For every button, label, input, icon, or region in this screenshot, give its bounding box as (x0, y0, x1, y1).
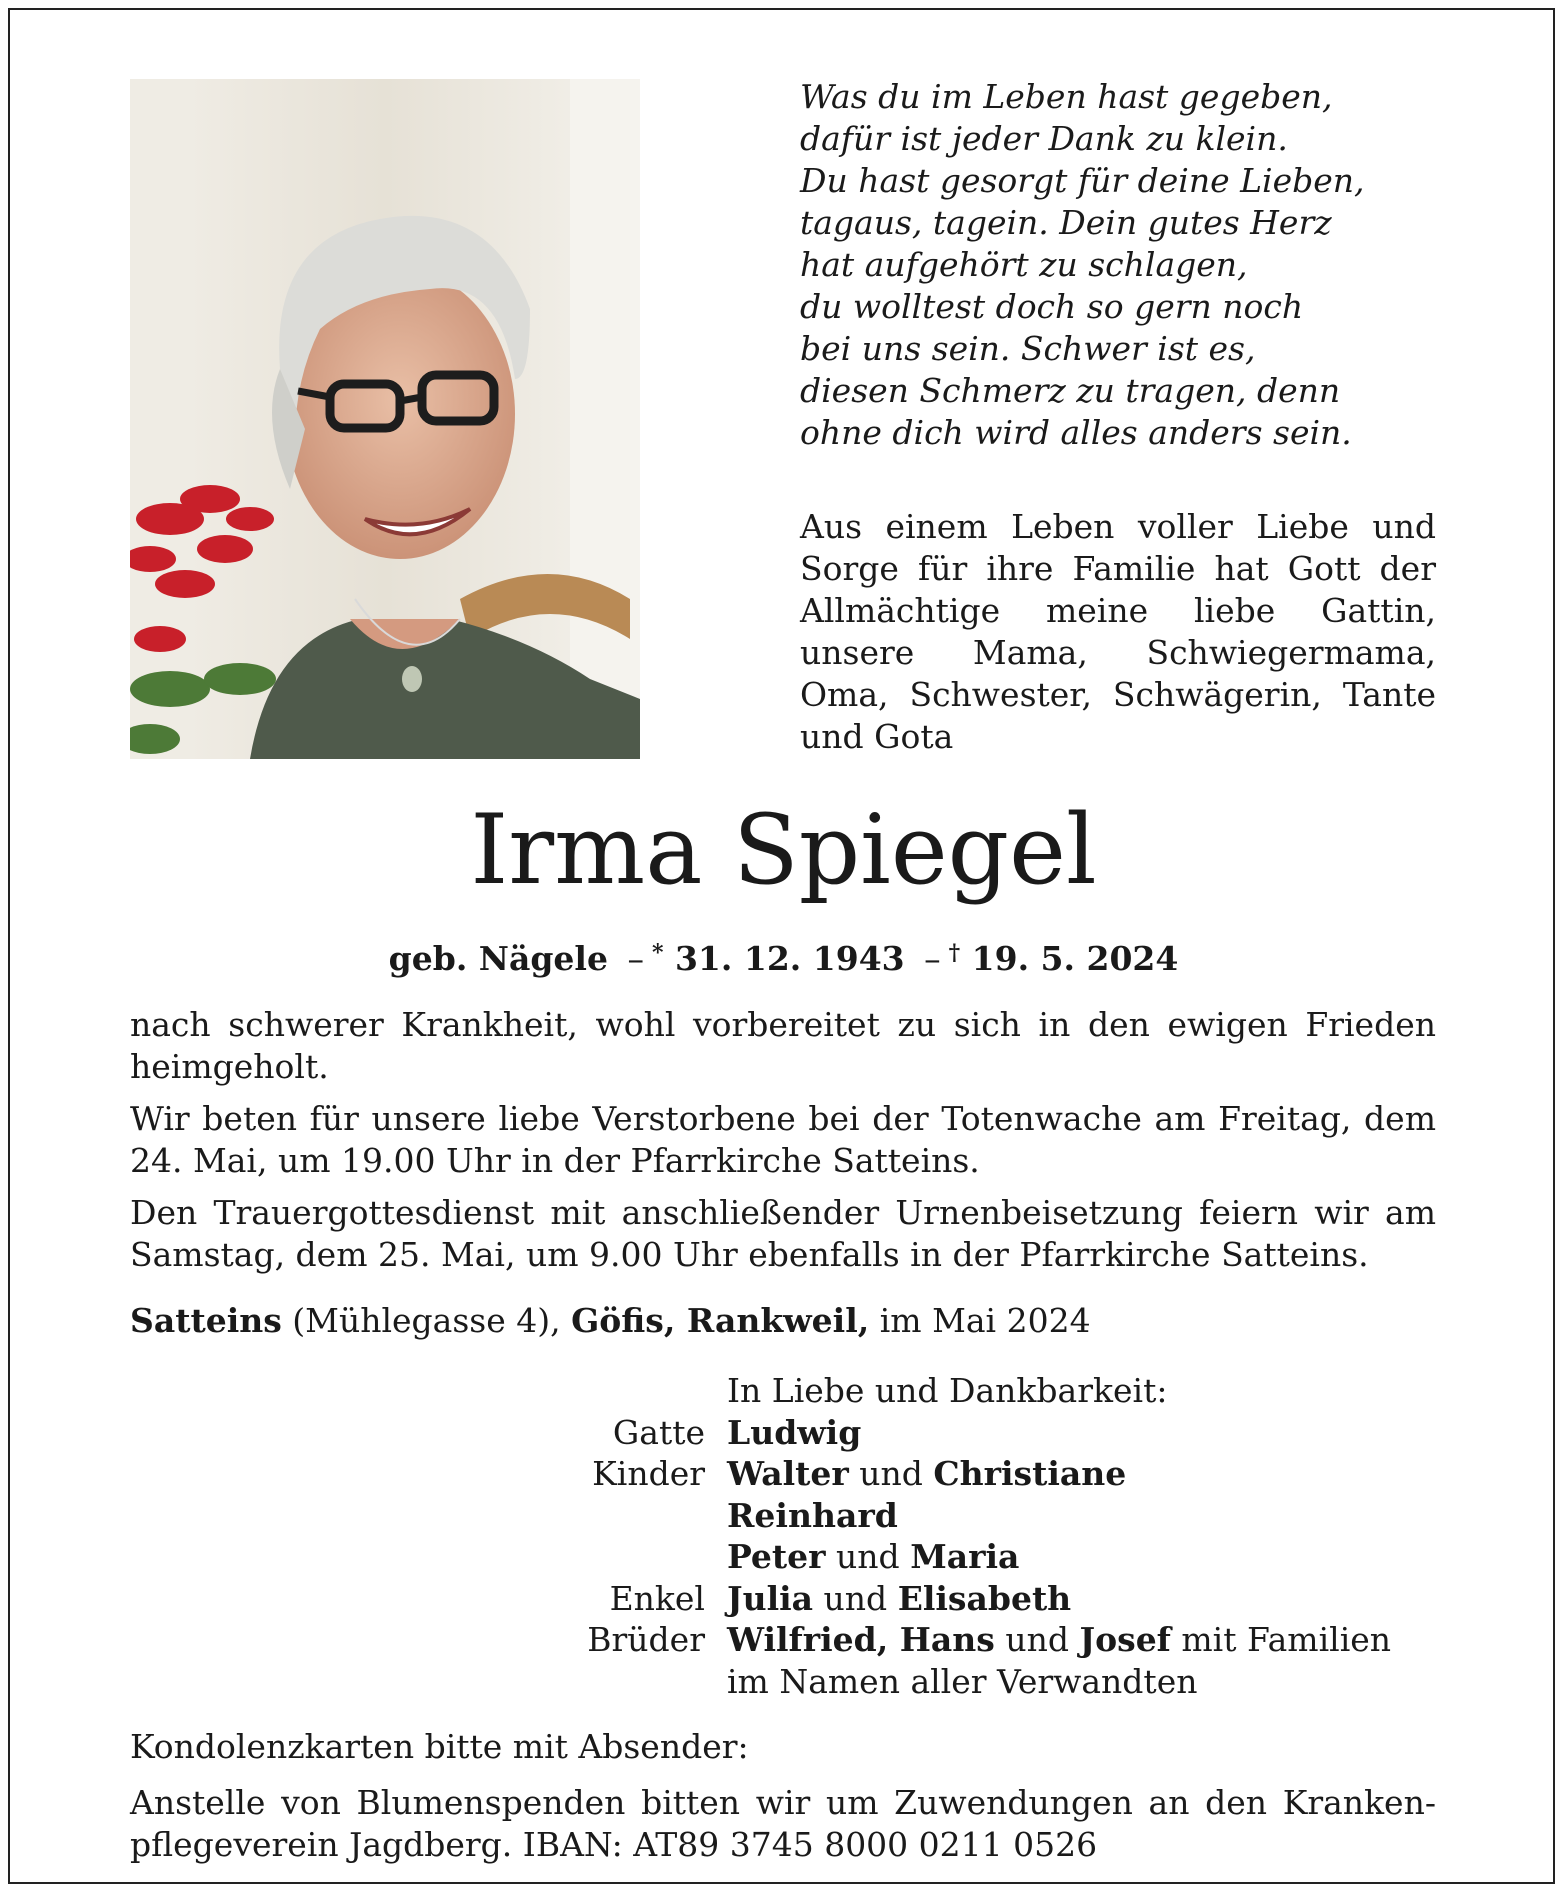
conjunction: und (848, 1454, 934, 1493)
family-row (540, 1536, 1500, 1578)
deceased-name: Irma Spiegel (470, 794, 1097, 906)
poem-line: Du hast gesorgt für deine Lieben, (800, 161, 1365, 200)
family-name: Josef (1079, 1620, 1171, 1659)
poem (800, 76, 1450, 454)
with-families: mit Familien (1170, 1620, 1392, 1659)
family-row (540, 1578, 1500, 1620)
conjunction: und (825, 1537, 911, 1576)
relation-label: Kinder (592, 1454, 705, 1493)
towns-goefis-rankweil: Göfis, Rankweil, (571, 1301, 870, 1340)
relation-label: Enkel (609, 1578, 705, 1618)
dash: – (924, 939, 941, 978)
address: (Mühlegasse 4), (281, 1301, 572, 1340)
family-name: Maria (910, 1537, 1020, 1576)
paragraph-vigil: Wir beten für unsere liebe Verstorbene bei der Totenwache am Freitag, dem 24. Mai, um 19.00 Uhr in der Pfarrkirche Satteins. (130, 1099, 1436, 1180)
birth-symbol: * (651, 940, 664, 966)
family-name: Elisabeth (897, 1578, 1072, 1618)
family-name: Wilfried, Hans (727, 1620, 995, 1659)
all-relatives: im Namen aller Verwandten (727, 1661, 1198, 1701)
death-symbol: † (948, 940, 961, 966)
conjunction: und (813, 1578, 898, 1618)
family-heading-row (540, 1370, 1500, 1412)
poem-line: Was du im Leben hast gegeben, (800, 77, 1333, 116)
paragraph-service: Den Trauergottesdienst mit anschließender Urnenbeisetzung feiern wir am Samstag, dem 25. Mai, um 9.00 Uhr ebenfalls in der Pfarrkirche Satteins. (130, 1193, 1436, 1274)
family-name: Peter (727, 1537, 826, 1576)
family-name: Reinhard (727, 1495, 898, 1535)
relation-label: Brüder (587, 1620, 705, 1659)
month-date: im Mai 2024 (869, 1301, 1091, 1340)
family-list (540, 1370, 1500, 1702)
donation-note: Anstelle von Blumenspenden bitten wir um Zuwendungen an den Kranken-pflegeverein Jagdberg. IBAN: AT89 3745 8000 0211 0526 (130, 1783, 1436, 1864)
poem-line: ohne dich wird alles anders sein. (800, 413, 1352, 452)
places-line (130, 1300, 1436, 1342)
birth-date: 31. 12. 1943 (674, 939, 905, 978)
family-name: Christiane (933, 1454, 1127, 1493)
portrait-illustration (130, 79, 640, 759)
family-row (540, 1495, 1500, 1537)
death-date: 19. 5. 2024 (971, 939, 1179, 978)
family-row (540, 1412, 1500, 1454)
poem-line: bei uns sein. Schwer ist es, (800, 329, 1256, 368)
family-name: Walter (727, 1454, 849, 1493)
town-satteins: Satteins (130, 1301, 282, 1340)
family-row (540, 1453, 1500, 1495)
intro-text: Aus einem Leben voller Liebe und Sorge für ihre Familie hat Gott der Allmächtige meine liebe Gattin, unsere Mama, Schwiegermama, Oma, Schwester, Schwägerin, Tante und Gota (800, 507, 1436, 756)
relation-label: Gatte (612, 1412, 705, 1452)
poem-line: du wolltest doch so gern noch (800, 287, 1304, 326)
portrait-photo (130, 79, 640, 759)
family-name: Ludwig (727, 1412, 862, 1452)
poem-line: dafür ist jeder Dank zu klein. (800, 119, 1288, 158)
family-row (540, 1661, 1500, 1703)
family-heading: In Liebe und Dankbarkeit: (727, 1371, 1168, 1410)
poem-line: tagaus, tagein. Dein gutes Herz (800, 203, 1332, 242)
family-name: Julia (727, 1578, 814, 1618)
poem-line: diesen Schmerz zu tragen, denn (800, 371, 1341, 410)
conjunction: und (994, 1620, 1080, 1659)
poem-line: hat aufgehört zu schlagen, (800, 245, 1248, 284)
condolence-cards-note: Kondolenzkarten bitte mit Absender: (130, 1727, 749, 1766)
maiden-name: geb. Nägele (388, 939, 608, 978)
dash: – (627, 939, 644, 978)
paragraph-passing: nach schwerer Krankheit, wohl vorbereitet zu sich in den ewigen Frieden heimgeholt. (130, 1005, 1436, 1086)
life-dates (0, 932, 1567, 980)
family-row (540, 1619, 1500, 1661)
